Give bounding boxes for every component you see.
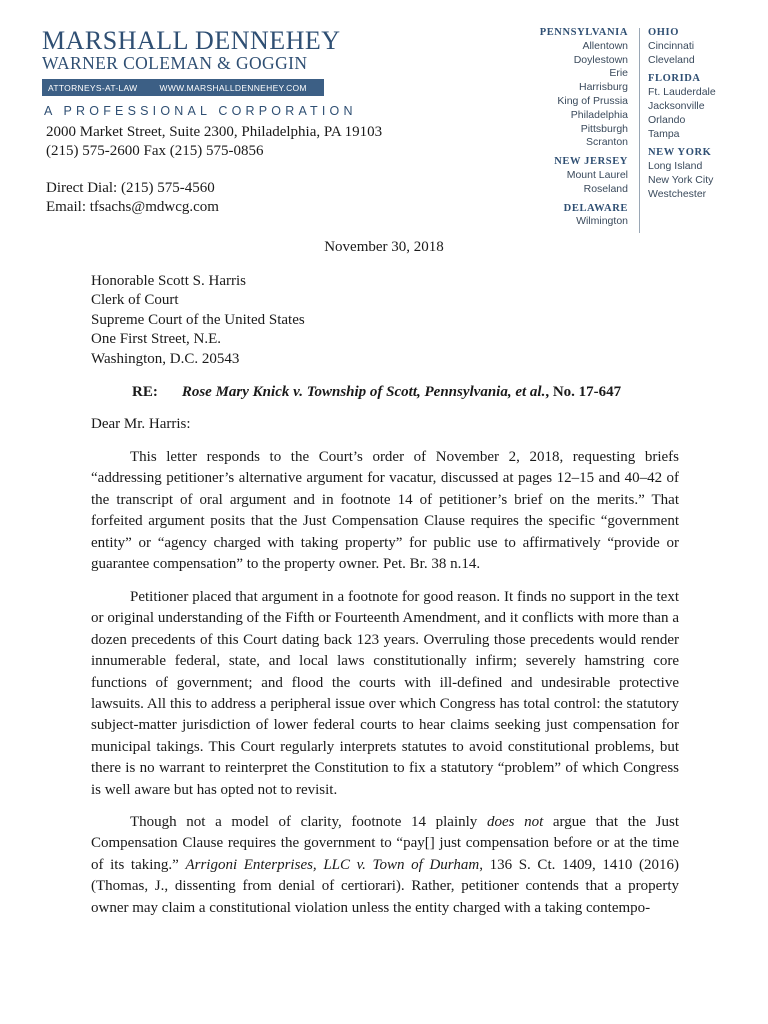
office-city: Ft. Lauderdale <box>648 86 716 99</box>
office-state: NEW JERSEY <box>554 156 628 168</box>
office-state: PENNSYLVANIA <box>539 27 628 38</box>
firm-tagline-bar <box>42 79 324 96</box>
re-case-number: , No. 17-647 <box>545 384 622 400</box>
recipient-line: One First Street, N.E. <box>91 331 221 348</box>
paragraph-3-text: , 136 S. Ct. 1409, 1410 (2016) (Thomas, J., dissenting from denial of certiorari). Rather, petitioner contends that a property owner may claim a constitutional violation unless the entity charged with a taking contempo- <box>91 856 679 916</box>
firm-corporation: A PROFESSIONAL CORPORATION <box>44 104 357 118</box>
email: Email: tfsachs@mdwcg.com <box>46 199 219 215</box>
office-city: Doylestown <box>573 53 628 66</box>
office-city: Long Island <box>648 160 703 173</box>
office-state: FLORIDA <box>648 73 701 85</box>
paragraph-3-citation: Arrigoni Enterprises, LLC v. Town of Durham <box>185 856 480 873</box>
direct-dial: Direct Dial: (215) 575-4560 <box>46 180 215 196</box>
recipient-block <box>91 272 305 369</box>
office-city: Cleveland <box>648 53 695 66</box>
office-city: Allentown <box>582 39 628 52</box>
recipient-line: Honorable Scott S. Harris <box>91 273 246 289</box>
paragraph-3-text: argue that the Just Compensation Clause requires the government to “pay[] just compensation before or at the time of its taking.” <box>91 814 680 873</box>
office-city: Harrisburg <box>578 81 628 94</box>
body-paragraph-3 <box>91 812 679 919</box>
offices-left-column <box>520 26 628 229</box>
office-city: Orlando <box>648 113 686 126</box>
office-city: Philadelphia <box>570 108 628 121</box>
office-city: Mount Laurel <box>566 168 628 181</box>
recipient-line: Supreme Court of the United States <box>91 311 305 328</box>
office-state: OHIO <box>648 27 679 38</box>
offices-right-column <box>648 26 758 202</box>
paragraph-3-text: Though not a model of clarity, footnote 14 plainly <box>130 814 487 830</box>
re-line <box>132 384 621 401</box>
firm-name-line2: WARNER COLEMAN & GOGGIN <box>42 53 308 73</box>
paragraph-3-emphasis: does not <box>486 814 544 830</box>
recipient-line: Clerk of Court <box>91 292 179 309</box>
office-city: Erie <box>609 67 628 80</box>
office-city: Westchester <box>648 187 707 200</box>
office-divider <box>639 28 640 233</box>
office-city: Pittsburgh <box>580 122 628 135</box>
firm-website: WWW.MARSHALLDENNEHEY.COM <box>159 82 307 93</box>
firm-name-line1: MARSHALL DENNEHEY <box>42 26 341 55</box>
office-city: New York City <box>648 173 714 186</box>
office-state: DELAWARE <box>563 202 628 214</box>
office-city: Jacksonville <box>648 99 705 112</box>
recipient-line: Washington, D.C. 20543 <box>91 350 240 367</box>
office-city: Tampa <box>648 127 680 140</box>
letter-date: November 30, 2018 <box>324 239 444 255</box>
firm-address: 2000 Market Street, Suite 2300, Philadelphia, PA 19103 <box>46 124 383 140</box>
firm-tagline: ATTORNEYS-AT-LAW <box>48 82 138 93</box>
office-city: Roseland <box>583 182 628 195</box>
body-paragraph-1: This letter responds to the Court’s order of November 2, 2018, requesting briefs “addressing petitioner’s alternative argument for vacatur, discussed at pages 12–15 and 40–42 of the transcript of oral argument and in footnote 14 of petitioner’s brief on the merits.” That forfeited argument posits that the Just Compensation Clause requires the specific “government entity” or “agency charged with taking property” for public use to affirmatively “provide or guarantee compensation” to the property owner. Pet. Br. 38 n.14. <box>91 449 679 573</box>
office-city: King of Prussia <box>557 94 628 107</box>
office-city: Cincinnati <box>648 39 695 52</box>
re-case-name: Rose Mary Knick v. Township of Scott, Pennsylvania, et al. <box>181 384 546 400</box>
office-city: Scranton <box>585 136 628 149</box>
re-label: RE: <box>132 384 158 400</box>
salutation: Dear Mr. Harris: <box>91 416 191 432</box>
office-state: NEW YORK <box>648 147 712 159</box>
firm-phone-fax: (215) 575-2600 Fax (215) 575-0856 <box>46 143 264 159</box>
body-paragraph-2: Petitioner placed that argument in a footnote for good reason. It finds no support in the text or original understanding of the Fifth or Fourteenth Amendment, and it conflicts with more than a dozen precedents of this Court dating back 123 years. Overruling those precedents would render innumerable federal, state, and local laws constitutionally infirm; severely hamstring core functions of government; and flood the courts with ill-defined and undesirable protective lawsuits. All this to address a peripheral issue over which Congress has total control: the statutory subject-matter jurisdiction of lower federal courts to hear claims seeking just compensation for municipal takings. This Court regularly interprets statutes to avoid constitutional problems, but there is no warrant to reinterpret the Constitution to fix a statutory “problem” of which Congress is well aware but has opted not to revisit. <box>91 589 679 798</box>
office-city: Wilmington <box>576 215 628 228</box>
